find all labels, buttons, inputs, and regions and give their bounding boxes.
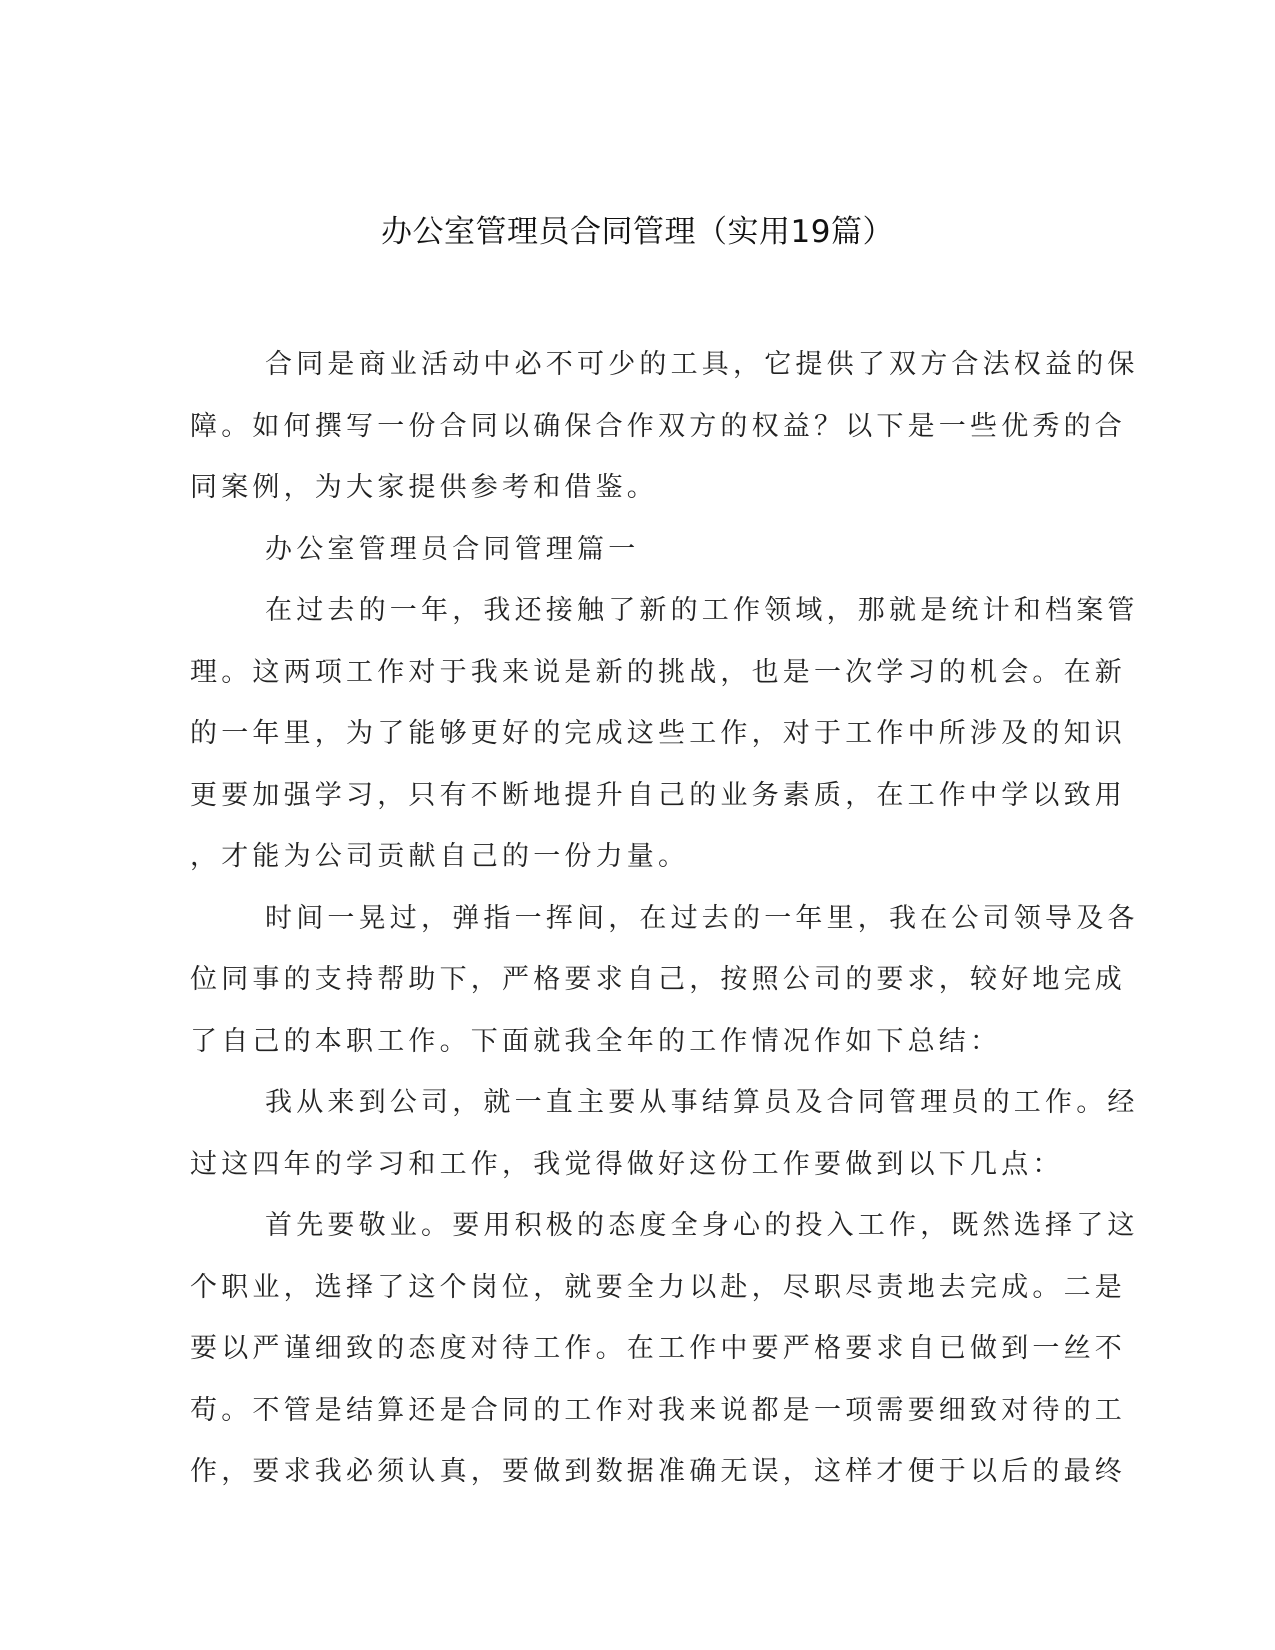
text-line bbox=[190, 949, 1126, 1011]
text-line bbox=[190, 888, 1139, 950]
line-text: 理。这两项工作对于我来说是新的挑战，也是一次学习的机会。在新 bbox=[190, 656, 1126, 688]
text-line bbox=[190, 1195, 1139, 1257]
line-text: 首先要敬业。要用积极的态度全身心的投入工作，既然选择了这 bbox=[265, 1210, 1139, 1241]
line-text: 要以严谨细致的态度对待工作。在工作中要严格要求自已做到一丝不 bbox=[190, 1333, 1126, 1364]
line-text: 作，要求我必须认真，要做到数据准确无误，这样才便于以后的最终 bbox=[190, 1456, 1126, 1487]
line-text: 苟。不管是结算还是合同的工作对我来说都是一项需要细致对待的工 bbox=[190, 1394, 1126, 1426]
line-text: 个职业，选择了这个岗位，就要全力以赴，尽职尽责地去完成。二是 bbox=[190, 1271, 1126, 1303]
text-line bbox=[190, 703, 1126, 765]
line-text: 的一年里，为了能够更好的完成这些工作，对于工作中所涉及的知识 bbox=[190, 718, 1126, 749]
document-title: 办公室管理员合同管理（实用19篇） bbox=[381, 214, 894, 250]
line-text: 我从来到公司，就一直主要从事结算员及合同管理员的工作。经 bbox=[265, 1087, 1139, 1118]
text-line bbox=[190, 334, 1139, 396]
text-line bbox=[190, 826, 1080, 888]
line-text: 同案例，为大家提供参考和借鉴。 bbox=[190, 472, 658, 503]
line-text: 过这四年的学习和工作，我觉得做好这份工作要做到以下几点： bbox=[190, 1148, 1064, 1180]
line-text: 合同是商业活动中必不可少的工具，它提供了双方合法权益的保 bbox=[265, 349, 1139, 380]
text-line bbox=[190, 1072, 1139, 1134]
text-line bbox=[190, 1380, 1126, 1442]
text-line bbox=[190, 765, 1126, 827]
paragraph-4 bbox=[190, 1195, 1139, 1503]
line-text: 障。如何撰写一份合同以确保合作双方的权益？以下是一些优秀的合 bbox=[190, 410, 1126, 442]
line-text: 位同事的支持帮助下，严格要求自己，按照公司的要求，较好地完成 bbox=[190, 964, 1126, 995]
text-line bbox=[190, 1441, 1126, 1503]
text-line bbox=[190, 519, 1080, 581]
section-heading bbox=[190, 519, 1080, 581]
text-line bbox=[190, 1134, 1080, 1196]
paragraph-2 bbox=[190, 888, 1139, 1073]
line-text: 了自己的本职工作。下面就我全年的工作情况作如下总结： bbox=[190, 1025, 1002, 1057]
document-body bbox=[190, 334, 1139, 1503]
line-text: ，才能为公司贡献自己的一份力量。 bbox=[190, 841, 690, 872]
line-text: 办公室管理员合同管理篇一 bbox=[265, 533, 640, 565]
text-line bbox=[190, 1257, 1126, 1319]
text-line bbox=[190, 396, 1126, 458]
paragraph-1 bbox=[190, 580, 1139, 888]
text-line bbox=[190, 642, 1126, 704]
line-text: 时间一晃过，弹指一挥间，在过去的一年里，我在公司领导及各 bbox=[265, 902, 1139, 934]
text-line bbox=[190, 1318, 1126, 1380]
line-text: 在过去的一年，我还接触了新的工作领域，那就是统计和档案管 bbox=[265, 595, 1139, 626]
line-text: 更要加强学习，只有不断地提升自己的业务素质，在工作中学以致用 bbox=[190, 779, 1126, 811]
text-line bbox=[190, 457, 1080, 519]
intro-paragraph bbox=[190, 334, 1139, 519]
text-line bbox=[190, 580, 1139, 642]
paragraph-3 bbox=[190, 1072, 1139, 1195]
text-line bbox=[190, 1011, 1080, 1073]
